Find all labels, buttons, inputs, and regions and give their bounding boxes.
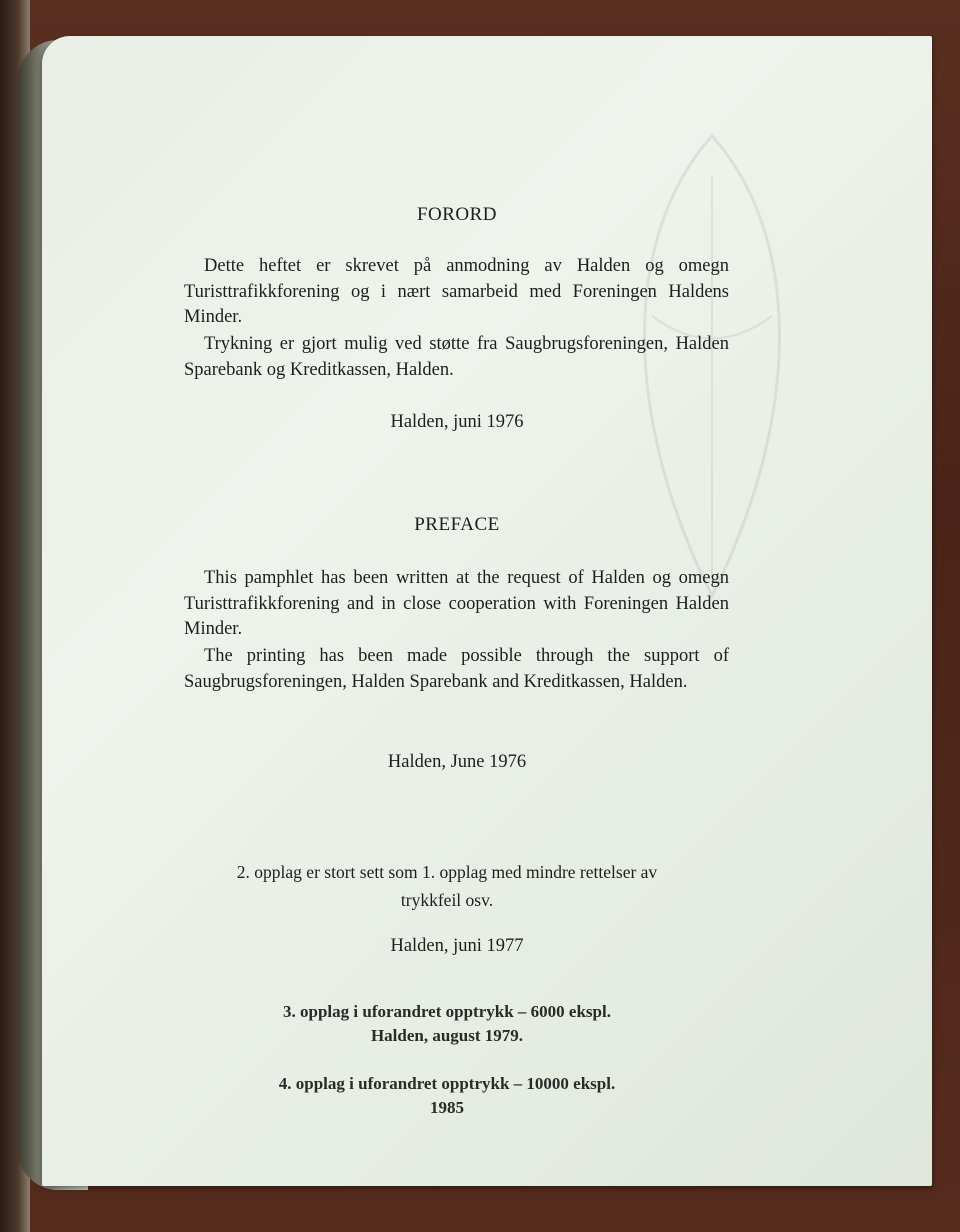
preface-paragraph-1 xyxy=(184,566,729,643)
forord-paragraph-2-text: Trykning er gjort mulig ved støtte fra Saugbrugsforeningen, Halden Sparebank og Kreditkassen, Halden. xyxy=(184,334,729,380)
forord-heading: FORORD xyxy=(416,204,498,225)
fourth-edition-line-1: 4. opplag i uforandret opptrykk – 10000 ekspl. xyxy=(278,1074,616,1093)
second-edition-line-1: 2. opplag er stort sett som 1. opplag med mindre rettelser av xyxy=(236,862,658,882)
forord-dateline: Halden, juni 1976 xyxy=(390,412,524,432)
preface-paragraph-2 xyxy=(184,644,729,695)
second-edition-note xyxy=(152,858,742,914)
third-edition-line-1: 3. opplag i uforandret opptrykk – 6000 ekspl. xyxy=(283,1002,611,1021)
preface-paragraph-2-text: The printing has been made possible through the support of Saugbrugsforeningen, Halden Sparebank and Kreditkassen, Halden. xyxy=(184,646,729,692)
preface-heading: PREFACE xyxy=(414,514,500,535)
forord-paragraph-1 xyxy=(184,254,729,331)
fourth-edition-line-2: 1985 xyxy=(430,1098,464,1117)
fourth-edition-note xyxy=(192,1072,702,1120)
preface-paragraph-1-text: This pamphlet has been written at the request of Halden og omegn Turisttrafikkforening and in close cooperation with Foreningen Halden Minder. xyxy=(184,568,729,639)
book-page xyxy=(42,36,932,1186)
forord-paragraph-1-text: Dette heftet er skrevet på anmodning av Halden og omegn Turisttrafikkforening og i nært samarbeid med Foreningen Haldens Minder. xyxy=(184,256,729,327)
third-edition-line-2: Halden, august 1979. xyxy=(370,1026,524,1045)
forord-paragraph-2 xyxy=(184,332,729,383)
second-edition-dateline: Halden, juni 1977 xyxy=(390,936,524,956)
third-edition-note xyxy=(192,1000,702,1048)
second-edition-line-2: trykkfeil osv. xyxy=(400,890,494,910)
preface-dateline: Halden, June 1976 xyxy=(387,752,527,772)
